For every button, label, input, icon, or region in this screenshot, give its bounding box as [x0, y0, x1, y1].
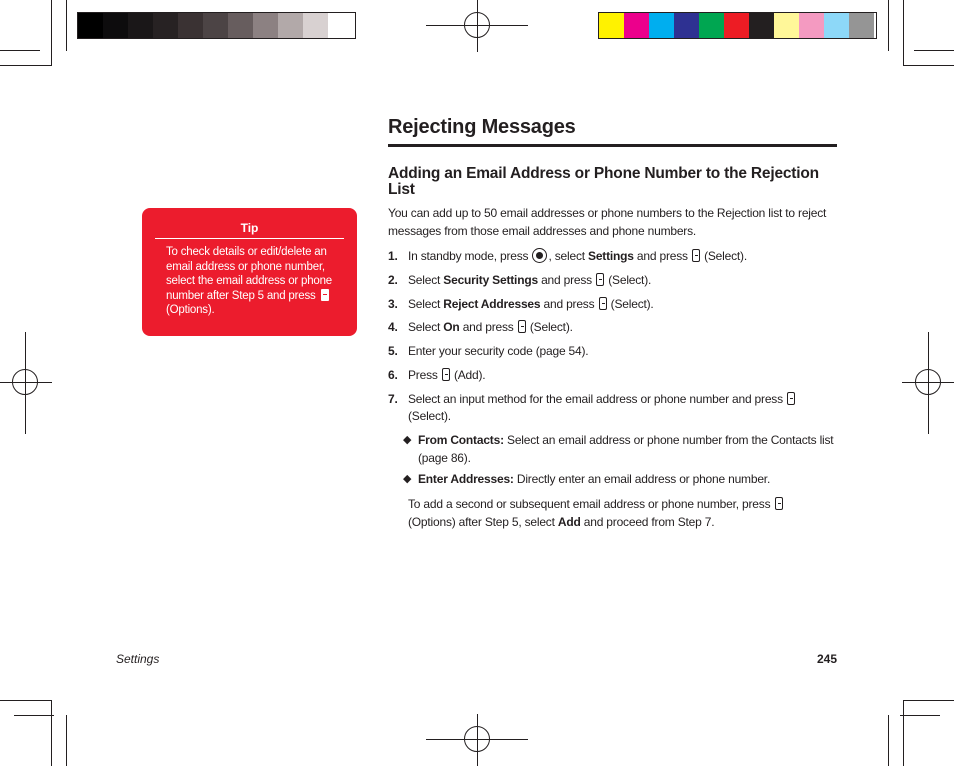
crop-mark	[0, 700, 52, 701]
process-color-bar-frame	[598, 12, 877, 39]
softkey-icon	[321, 289, 329, 301]
crop-mark	[914, 50, 954, 51]
softkey-icon	[518, 320, 526, 333]
step-number: 2.	[388, 273, 398, 287]
step-number: 1.	[388, 249, 398, 263]
section-heading: Adding an Email Address or Phone Number to the Rejection List	[388, 165, 819, 198]
page-number: 245	[816, 652, 837, 666]
crop-mark	[66, 715, 67, 766]
diamond-bullet-icon: ◆	[403, 434, 412, 446]
tip-title: Tip	[240, 221, 259, 235]
crop-mark	[903, 700, 954, 701]
crop-mark	[0, 50, 40, 51]
crop-mark	[66, 0, 67, 51]
title-divider	[388, 144, 837, 147]
footer-section-name: Settings	[116, 652, 160, 666]
tip-text: To check details or edit/delete an email address or phone number, select the email address or phone number after Step 5 and press (Options).	[166, 246, 333, 316]
intro-paragraph: You can add up to 50 email addresses or phone numbers to the Rejection list to reject messages from those email addresses and phone numbers.	[388, 206, 827, 238]
step-5: 5. Enter your security code (page 54).	[388, 344, 589, 358]
crop-mark	[888, 0, 889, 51]
step-4: 4. Select On and press (Select).	[388, 320, 573, 334]
softkey-icon	[692, 249, 700, 262]
crop-mark	[51, 700, 52, 766]
tip-divider	[155, 238, 344, 239]
step-number: 3.	[388, 297, 398, 311]
crop-mark	[14, 715, 54, 716]
crop-mark	[903, 700, 904, 766]
softkey-icon	[787, 392, 795, 405]
crop-mark	[900, 715, 940, 716]
bullet-from-contacts: ◆ From Contacts: Select an email address or phone number from the Contacts list (page 86).	[403, 433, 834, 465]
step-7: 7. Select an input method for the email address or phone number and press (Select).	[388, 391, 808, 425]
crop-mark	[903, 65, 954, 66]
bullet-enter-addresses: ◆ Enter Addresses: Directly enter an email address or phone number.	[403, 472, 771, 486]
crop-mark	[888, 715, 889, 766]
crop-mark	[903, 0, 904, 66]
diamond-bullet-icon: ◆	[403, 473, 412, 485]
gray-color-bar-frame	[77, 12, 356, 39]
step-number: 6.	[388, 368, 398, 382]
softkey-icon	[442, 368, 450, 381]
tip-box	[142, 208, 357, 336]
crop-mark	[51, 0, 52, 66]
crop-mark	[0, 65, 52, 66]
follow-up-note: To add a second or subsequent email address or phone number, press (Options) after Step 5, select Add and proceed from Step 7.	[408, 495, 828, 531]
step-3: 3. Select Reject Addresses and press (Select).	[388, 297, 654, 311]
softkey-icon	[775, 497, 783, 510]
step-6: 6. Press (Add).	[388, 368, 486, 382]
step-1: 1. In standby mode, press , select Settings and press (Select).	[388, 249, 747, 263]
navigation-key-icon	[532, 248, 547, 263]
step-number: 5.	[388, 344, 398, 358]
step-2: 2. Select Security Settings and press (Select).	[388, 273, 652, 287]
page-title: Rejecting Messages	[388, 116, 576, 138]
step-number: 4.	[388, 320, 398, 334]
step-number: 7.	[388, 392, 398, 406]
softkey-icon	[599, 297, 607, 310]
softkey-icon	[596, 273, 604, 286]
